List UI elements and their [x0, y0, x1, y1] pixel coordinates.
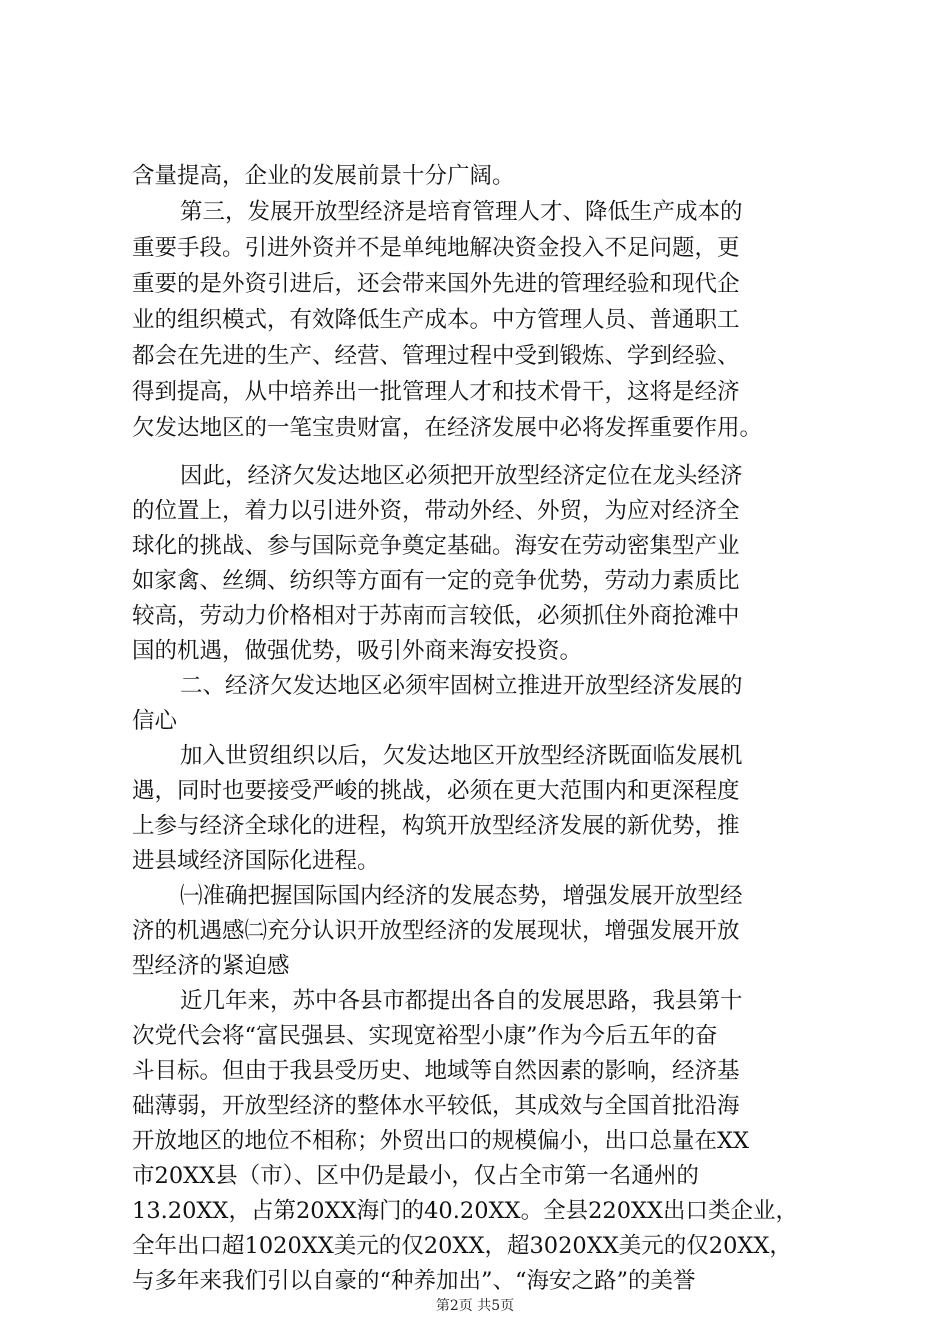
- text-line: 都会在先进的生产、经营、管理过程中受到锻炼、学到经验、: [132, 343, 740, 369]
- text-line: 开放地区的地位不相称；外贸出口的规模偏小，出口总量在XX: [132, 1128, 750, 1154]
- text-line: 国的机遇，做强优势，吸引外商来海安投资。: [132, 638, 583, 664]
- text-line: 较高，劳动力价格相对于苏南而言较低，必须抓住外商抢滩中: [132, 603, 740, 629]
- text-line: 型经济的紧迫感: [132, 953, 290, 979]
- text-line: 球化的挑战、参与国际竞争奠定基础。海安在劳动密集型产业: [132, 533, 740, 559]
- text-line: 得到提高，从中培养出一批管理人才和技术骨干，这将是经济: [132, 379, 740, 405]
- text-line: 上参与经济全球化的进程，构筑开放型经济发展的新优势，推: [132, 813, 740, 839]
- text-line: 全年出口超1020XX美元的仅20XX，超3020XX美元的仅20XX，: [132, 1233, 792, 1259]
- text-line: 进县域经济国际化进程。: [132, 848, 380, 874]
- text-line: 斗目标。但由于我县受历史、地域等自然因素的影响，经济基: [132, 1058, 740, 1084]
- text-line: 重要手段。引进外资并不是单纯地解决资金投入不足问题，更: [132, 235, 740, 261]
- text-line: 础薄弱，开放型经济的整体水平较低，其成效与全国首批沿海: [132, 1093, 740, 1119]
- text-line: 次党代会将“富民强县、实现宽裕型小康”作为今后五年的奋: [132, 1023, 718, 1049]
- paragraph-start-line: 二、经济欠发达地区必须牢固树立推进开放型经济发展的: [180, 673, 743, 699]
- paragraph-start-line: 因此，经济欠发达地区必须把开放型经济定位在龙头经济: [180, 463, 743, 489]
- text-line: 13.20XX，占第20XX海门的40.20XX。全县220XX出口类企业，: [132, 1198, 799, 1224]
- text-line: 与多年来我们引以自豪的“种养加出”、“海安之路”的美誉: [132, 1268, 696, 1294]
- text-line: 遇，同时也要接受严峻的挑战，必须在更大范围内和更深程度: [132, 778, 740, 804]
- paragraph-start-line: 近几年来，苏中各县市都提出各自的发展思路，我县第十: [180, 988, 743, 1014]
- paragraph-start-line: 第三，发展开放型经济是培育管理人才、降低生产成本的: [180, 199, 743, 225]
- text-line: 济的机遇感㈡充分认识开放型经济的发展现状，增强发展开放: [132, 918, 740, 944]
- text-line: 如家禽、丝绸、纺织等方面有一定的竞争优势，劳动力素质比: [132, 568, 740, 594]
- text-line: 信心: [132, 708, 178, 734]
- text-line: 含量提高，企业的发展前景十分广阔。: [132, 163, 515, 189]
- paragraph-start-line: ㈠准确把握国际国内经济的发展态势，增强发展开放型经: [180, 883, 743, 909]
- paragraph-start-line: 加入世贸组织以后，欠发达地区开放型经济既面临发展机: [180, 743, 743, 769]
- text-line: 欠发达地区的一笔宝贵财富，在经济发展中必将发挥重要作用。: [132, 415, 763, 441]
- text-line: 市20XX县（市）、区中仍是最小，仅占全市第一名通州的: [132, 1163, 699, 1189]
- text-line: 重要的是外资引进后，还会带来国外先进的管理经验和现代企: [132, 271, 740, 297]
- text-line: 业的组织模式，有效降低生产成本。中方管理人员、普通职工: [132, 307, 740, 333]
- text-line: 的位置上，着力以引进外资，带动外经、外贸，为应对经济全: [132, 498, 740, 524]
- page-number-footer: 第2页 共5页: [435, 1298, 515, 1314]
